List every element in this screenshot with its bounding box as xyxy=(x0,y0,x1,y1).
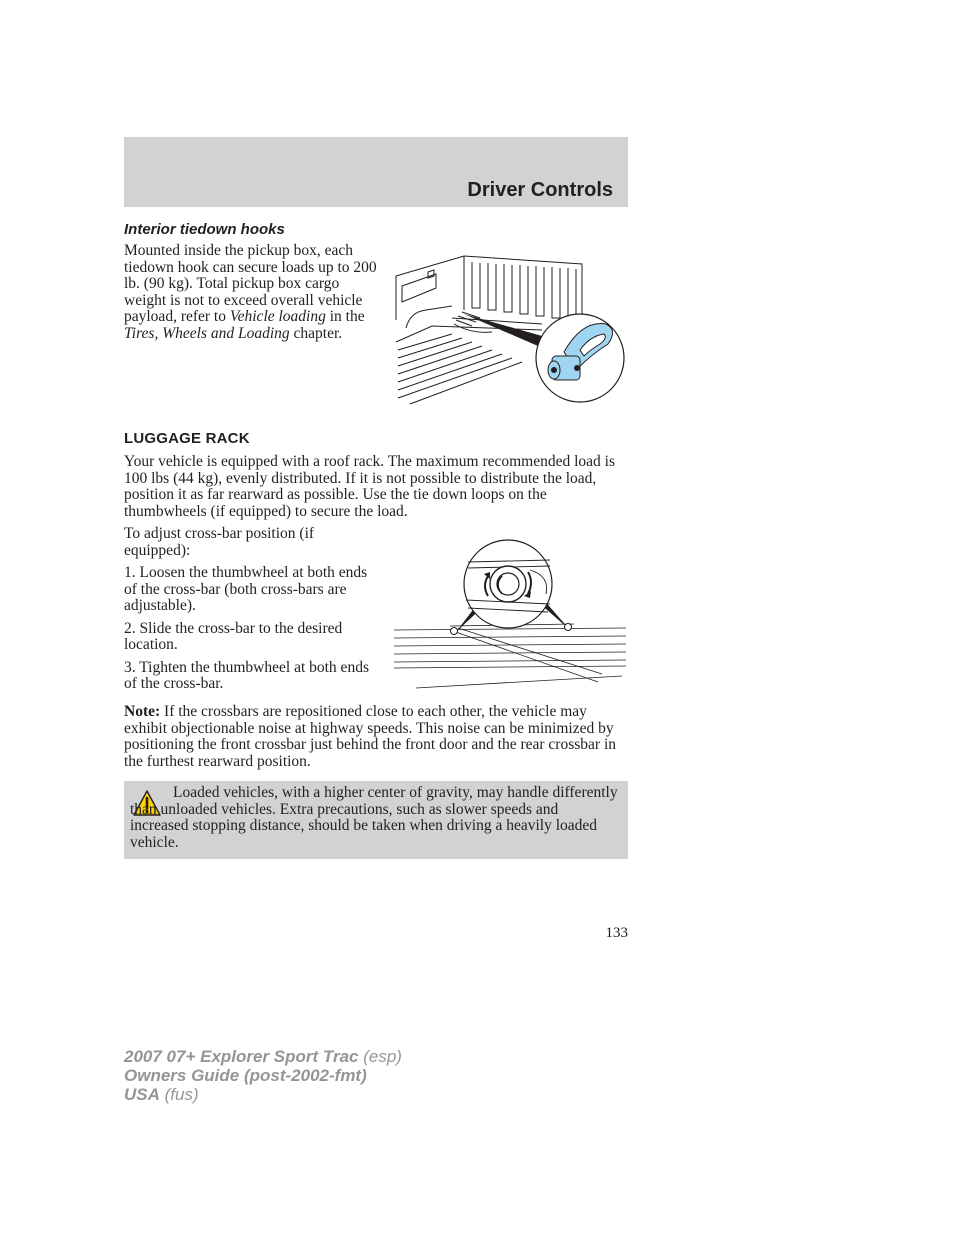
note-text: If the crossbars are repositioned close to each other, the vehicle may exhibit objectionable noise at highway speeds. This noise can be minimized by positioning the front crossbar just behind the front door and the rear crossbar in the furthest rearward position. xyxy=(124,703,617,770)
chapter-title: Driver Controls xyxy=(467,179,613,201)
crossbar-note xyxy=(124,704,628,770)
step-item: 1. Loosen the thumbwheel at both ends of the cross-bar (both cross-bars are adjustable). xyxy=(124,564,368,614)
footer-market-code: (fus) xyxy=(159,1085,199,1104)
vehicle-loading-reference: Vehicle loading xyxy=(229,308,326,325)
footer-line-3 xyxy=(124,1085,402,1104)
footer-line-2 xyxy=(124,1066,402,1085)
tiedown-text-c: chapter. xyxy=(289,324,343,342)
document-footer xyxy=(124,1047,402,1104)
adjust-intro: To adjust cross-bar position (if equipped): xyxy=(124,525,315,559)
step-item: 3. Tighten the thumbwheel at both ends of the cross-bar. xyxy=(124,658,369,692)
footer-line-1 xyxy=(124,1047,402,1066)
footer-model: 2007 07+ Explorer Sport Trac xyxy=(124,1047,359,1066)
crossbar-thumbwheel-illustration xyxy=(390,528,628,692)
step-item: 2. Slide the cross-bar to the desired location. xyxy=(124,619,343,653)
tiedown-text-a: Mounted inside the pickup box, each tiedown hook can secure loads up to 200 lb. (90 kg). Total pickup box cargo weight is not to exceed overall vehicle payload, refer to xyxy=(124,242,377,325)
luggage-rack-heading: LUGGAGE RACK xyxy=(124,430,250,447)
note-label: Note: xyxy=(124,703,161,720)
tiedown-hook-illustration xyxy=(392,250,628,408)
footer-model-code: (esp) xyxy=(358,1047,402,1066)
warning-text xyxy=(130,785,620,851)
tiedown-hooks-paragraph xyxy=(124,243,382,342)
warning-box xyxy=(124,781,628,859)
footer-guide: Owners Guide (post-2002-fmt) xyxy=(124,1066,367,1085)
tiedown-text-b: in the xyxy=(325,308,365,325)
header-bar xyxy=(124,137,628,207)
luggage-rack-intro: Your vehicle is equipped with a roof rack. The maximum recommended load is 100 lbs (44 kg), evenly distributed. If it is not possible to distribute the load, position it as far rearward as possible. Use the tie down loops on the thumbwheels (if equipped) to secure the load. xyxy=(124,453,616,520)
footer-market: USA xyxy=(124,1085,160,1104)
page-number: 133 xyxy=(605,925,628,941)
warning-message: Loaded vehicles, with a higher center of gravity, may handle differently than unloaded vehicles. Extra precautions, such as slower speeds and increased stopping distance, should be taken when driving a heavily loaded vehicle. xyxy=(130,784,618,851)
crossbar-adjust-instructions xyxy=(124,526,380,699)
tiedown-hooks-heading: Interior tiedown hooks xyxy=(124,221,285,238)
tires-chapter-reference: Tires, Wheels and Loading xyxy=(124,324,290,342)
